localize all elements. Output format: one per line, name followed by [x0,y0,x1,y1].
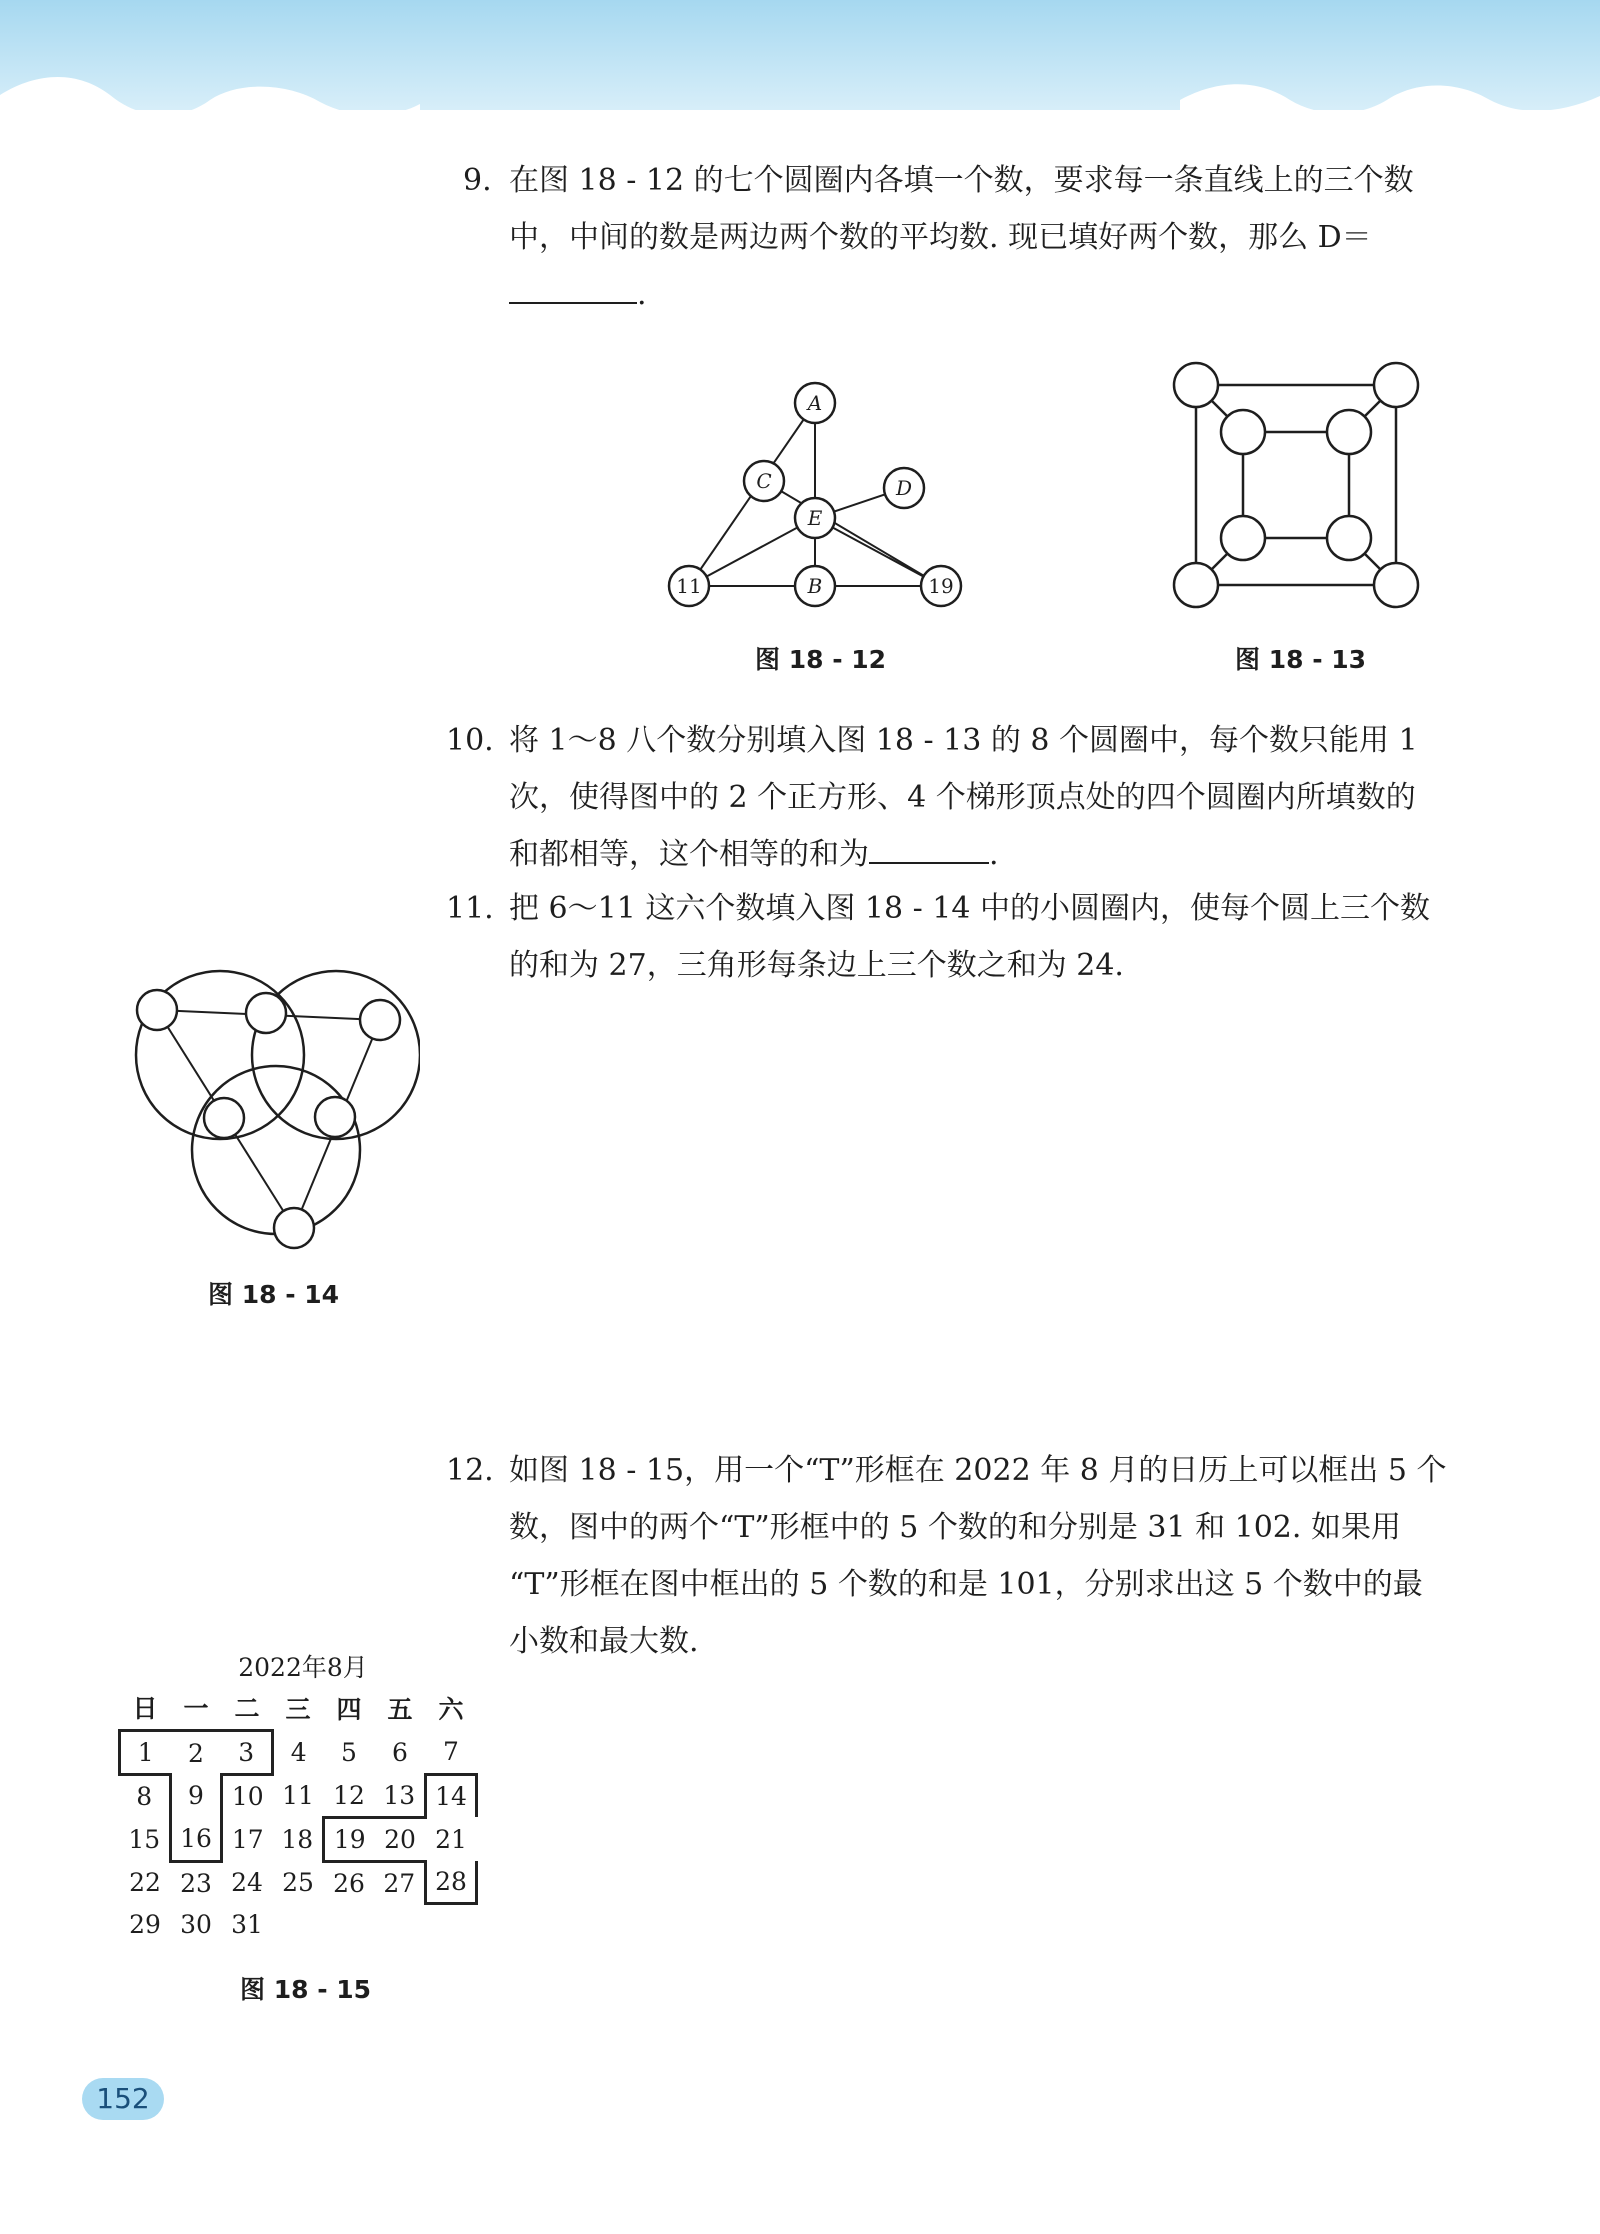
calendar-week-row [120,1775,477,1818]
calendar-day-cell: 8 [136,1782,153,1811]
figure-18-13-caption: 图 18 - 13 [1235,645,1367,674]
figure-18-14-caption: 图 18 - 14 [208,1280,340,1309]
inner-tr-circle [1327,410,1371,454]
figure-18-13 [1160,355,1440,615]
calendar-day-cell: 25 [282,1867,314,1897]
node-left-label: 11 [676,574,702,598]
problem-10-line-3: 和都相等，这个相等的和为 [509,837,869,872]
problem-10-line-1: 将 1～8 八个数分别填入图 18 - 13 的 8 个圆圈中，每个数只能用 1 [509,723,1418,758]
calendar-day-cell [375,1904,426,1945]
calendar-week-row [120,1861,477,1904]
calendar-day-cell: 24 [231,1867,263,1897]
calendar-day-cell: 4 [290,1738,307,1767]
problem-11-number: 11. [446,891,494,926]
calendar-day-cell: 15 [128,1824,161,1854]
calendar-title: 2022年8月 [238,1653,368,1682]
weekday-cell: 三 [285,1694,311,1724]
weekday-cell: 日 [132,1694,158,1723]
problem-11-line-2: 的和为 27，三角形每条边上三个数之和为 24. [509,948,1124,983]
calendar-day-cell: 29 [129,1909,161,1939]
problem-10-number: 10. [446,723,494,758]
calendar-day-cell: 3 [222,1731,273,1775]
problem-9-tail: . [637,277,647,312]
calendar-day-cell: 9 [171,1775,222,1818]
calendar-day-cell: 14 [426,1775,477,1818]
calendar-week-row [120,1904,477,1945]
calendar-day-cell: 17 [231,1824,264,1854]
calendar-day-cell: 19 [324,1817,375,1861]
calendar-day-cell: 23 [180,1868,212,1898]
calendar-day-cell: 13 [383,1780,416,1810]
problem-11 [446,880,1430,994]
calendar-day-cell: 30 [180,1909,212,1939]
problem-9-number: 9. [463,163,492,198]
inner-br-circle [1327,516,1371,560]
page-number-badge: 152 [82,2078,164,2120]
outer-tl-circle [1174,363,1218,407]
small-circle-5 [315,1097,355,1137]
calendar-day-cell: 7 [443,1737,459,1767]
figure-18-14 [120,960,420,1260]
inner-bl-circle [1221,516,1265,560]
calendar-week-row [120,1731,477,1775]
calendar-day-cell [324,1904,375,1945]
weekday-cell: 一 [183,1694,209,1723]
weekday-cell: 二 [234,1694,260,1723]
weekday-cell: 五 [387,1694,413,1724]
node-d-label: D [895,476,913,500]
header-cloud-band [0,0,1600,150]
problem-10 [446,712,1418,883]
calendar-day-cell: 1 [120,1731,171,1775]
calendar-day-cell: 20 [375,1817,426,1861]
outer-bl-circle [1174,563,1218,607]
problem-11-line-1: 把 6～11 这六个数填入图 18 - 14 中的小圆圈内，使每个圆上三个数 [509,891,1430,926]
calendar-day-cell [426,1904,477,1945]
calendar-day-cell: 31 [231,1909,263,1939]
calendar-day-cell: 5 [341,1738,357,1767]
calendar-day-cell: 21 [435,1824,467,1854]
problem-12-line-3: “T”形框在图中框出的 5 个数的和是 101，分别求出这 5 个数中的最 [509,1567,1423,1602]
calendar-day-cell: 27 [383,1868,416,1898]
small-circle-3 [360,1000,400,1040]
small-circle-4 [204,1098,244,1138]
calendar-day-cell: 28 [426,1861,477,1904]
calendar-day-cell: 12 [333,1780,365,1810]
answer-blank-10[interactable] [869,828,989,864]
figure-18-12 [660,375,980,635]
calendar-day-cell: 10 [231,1782,264,1811]
calendar-figure [118,1648,478,1945]
figure-18-12-caption: 图 18 - 12 [755,645,887,674]
calendar-day-cell: 18 [281,1824,314,1854]
calendar-week-row [120,1817,477,1861]
calendar-day-cell [273,1904,324,1945]
calendar-day-cell: 11 [282,1781,314,1811]
calendar-day-cell: 26 [333,1868,365,1898]
problem-12-line-4: 小数和最大数. [509,1624,699,1659]
calendar-day-cell: 22 [129,1867,161,1897]
calendar-day-cell: 6 [392,1738,408,1767]
problem-12-line-1: 如图 18 - 15，用一个“T”形框在 2022 年 8 月的日历上可以框出 5 个 [509,1453,1447,1488]
node-a-label: A [807,391,823,415]
problem-9-line-1: 在图 18 - 12 的七个圆圈内各填一个数，要求每一条直线上的三个数 [509,163,1414,198]
problem-9-line-2: 中，中间的数是两边两个数的平均数. 现已填好两个数，那么 D＝ [509,220,1372,255]
node-right-label: 19 [928,574,954,598]
weekday-cell: 四 [336,1694,362,1724]
problem-10-tail: . [989,837,999,872]
node-c-label: C [756,469,772,493]
small-circle-6 [274,1208,314,1248]
calendar-day-cell: 2 [171,1731,222,1775]
outer-br-circle [1374,563,1418,607]
weekday-row [120,1688,477,1731]
figure-18-15-caption: 图 18 - 15 [240,1975,372,2004]
node-e-label: E [807,506,823,530]
problem-9 [463,152,1414,323]
answer-blank-9[interactable] [509,268,637,304]
weekday-cell: 六 [438,1694,464,1724]
small-circle-2 [246,993,286,1033]
problem-10-line-2: 次，使得图中的 2 个正方形、4 个梯形顶点处的四个圆圈内所填数的 [509,780,1416,815]
problem-12 [446,1442,1447,1670]
small-circle-1 [137,990,177,1030]
calendar-day-cell: 16 [171,1817,222,1861]
problem-12-line-2: 数，图中的两个“T”形框中的 5 个数的和分别是 31 和 102. 如果用 [509,1510,1401,1545]
calendar-grid [118,1688,478,1945]
problem-12-number: 12. [446,1453,494,1488]
inner-tl-circle [1221,410,1265,454]
node-b-label: B [807,574,823,598]
outer-tr-circle [1374,363,1418,407]
